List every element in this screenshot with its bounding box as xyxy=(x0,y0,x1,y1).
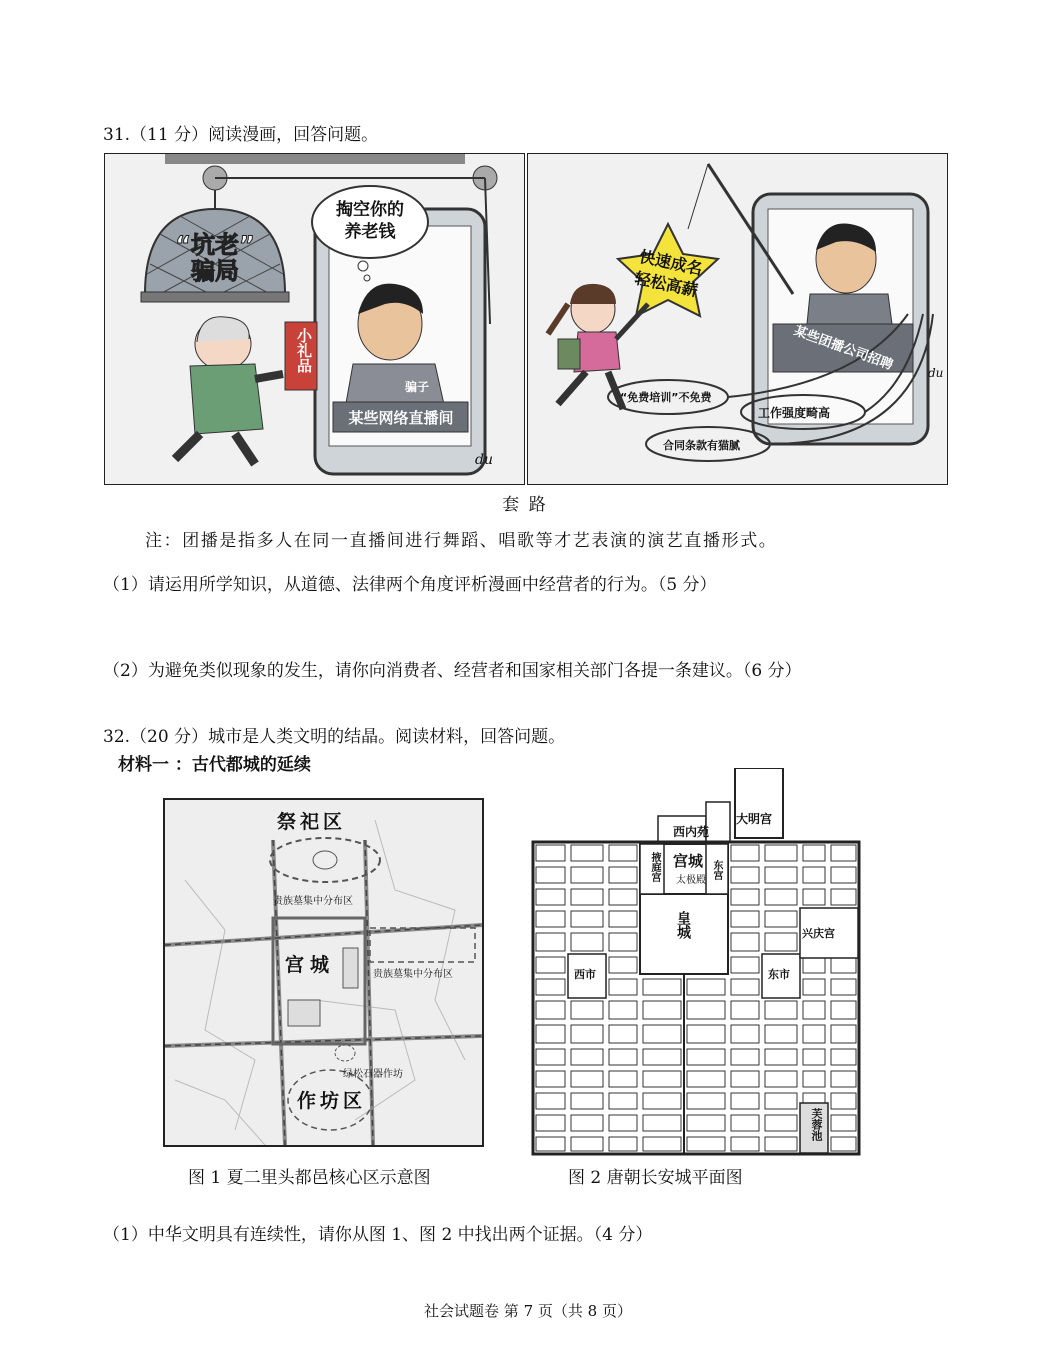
xingqing-palace-label: 兴庆宫 xyxy=(802,927,835,940)
turquoise-workshop-label: 绿松石器作坊 xyxy=(343,1069,403,1080)
taiji-hall-label: 太极殿 xyxy=(676,875,706,886)
q31-sub2: （2）为避免类似现象的发生，请你向消费者、经营者和国家相关部门各提一条建议。（6 分） xyxy=(103,661,802,681)
star-slogan: 快速成名 轻松高薪 xyxy=(633,246,705,301)
xineiyuan-label: 西内苑 xyxy=(673,825,710,839)
artist-signature-right: du xyxy=(928,366,944,380)
figure-2-caption: 图 2 唐朝长安城平面图 xyxy=(568,1168,743,1188)
page-footer: 社会试题卷 第 7 页（共 8 页） xyxy=(424,1302,632,1320)
noose-contract-trap: 合同条款有猫腻 xyxy=(663,439,740,452)
figure-1-caption: 图 1 夏二里头都邑核心区示意图 xyxy=(188,1168,431,1188)
noble-tombs-label-2: 贵族墓集中分布区 xyxy=(373,969,453,980)
q32-heading: 32.（20 分）城市是人类文明的结晶。阅读材料，回答问题。 xyxy=(103,727,566,747)
yeting-palace-label: 掖庭宫 xyxy=(649,852,660,882)
cartoon-right-illustration xyxy=(528,154,947,484)
q31-sub1: （1）请运用所学知识，从道德、法律两个角度评析漫画中经营者的行为。（5 分） xyxy=(103,575,717,595)
workshop-area-label: 作坊区 xyxy=(297,1090,367,1112)
cartoon-left-panel xyxy=(104,153,525,485)
artist-signature: du xyxy=(475,452,493,468)
east-palace-label: 东宫 xyxy=(711,860,722,880)
daming-palace-label: 大明宫 xyxy=(736,812,773,826)
scammer-label: 骗子 xyxy=(405,380,430,394)
palace-city-label-2: 宫城 xyxy=(673,852,704,870)
noose-high-intensity: 工作强度畸高 xyxy=(758,406,831,420)
cartoon-caption: 套 路 xyxy=(502,495,548,515)
gift-label: 小礼品 xyxy=(295,328,313,373)
q32-sub1: （1）中华文明具有连续性，请你从图 1、图 2 中找出两个证据。（4 分） xyxy=(103,1225,653,1245)
note-text: 注：团播是指多人在同一直播间进行舞蹈、唱歌等才艺表演的演艺直播形式。 xyxy=(145,531,778,551)
speech-bubble-text: 掏空你的 养老钱 xyxy=(336,200,404,242)
recruit-banner: 某些团播公司招聘 xyxy=(791,323,895,374)
furong-pond-label: 芙蓉池 xyxy=(810,1108,823,1141)
material-1-title: 材料一 ：古代都城的延续 xyxy=(118,755,311,775)
east-market-label: 东市 xyxy=(768,968,790,981)
figure-1-map xyxy=(163,798,484,1147)
net-scam-text: “坑老” 骗局 xyxy=(175,231,255,285)
livestream-stand-label: 某些网络直播间 xyxy=(348,409,454,427)
sacrifice-area-label: 祭祀区 xyxy=(277,811,347,833)
imperial-city-label: 皇城 xyxy=(675,911,691,939)
cartoon-right-panel xyxy=(527,153,948,485)
west-market-label: 西市 xyxy=(574,968,596,981)
q31-heading: 31.（11 分）阅读漫画，回答问题。 xyxy=(103,125,379,145)
noose-free-training: “免费培训”不免费 xyxy=(620,391,712,404)
palace-city-label: 宫城 xyxy=(285,954,336,976)
figure-2-map xyxy=(530,768,865,1160)
noble-tombs-label-1: 贵族墓集中分布区 xyxy=(273,896,353,907)
